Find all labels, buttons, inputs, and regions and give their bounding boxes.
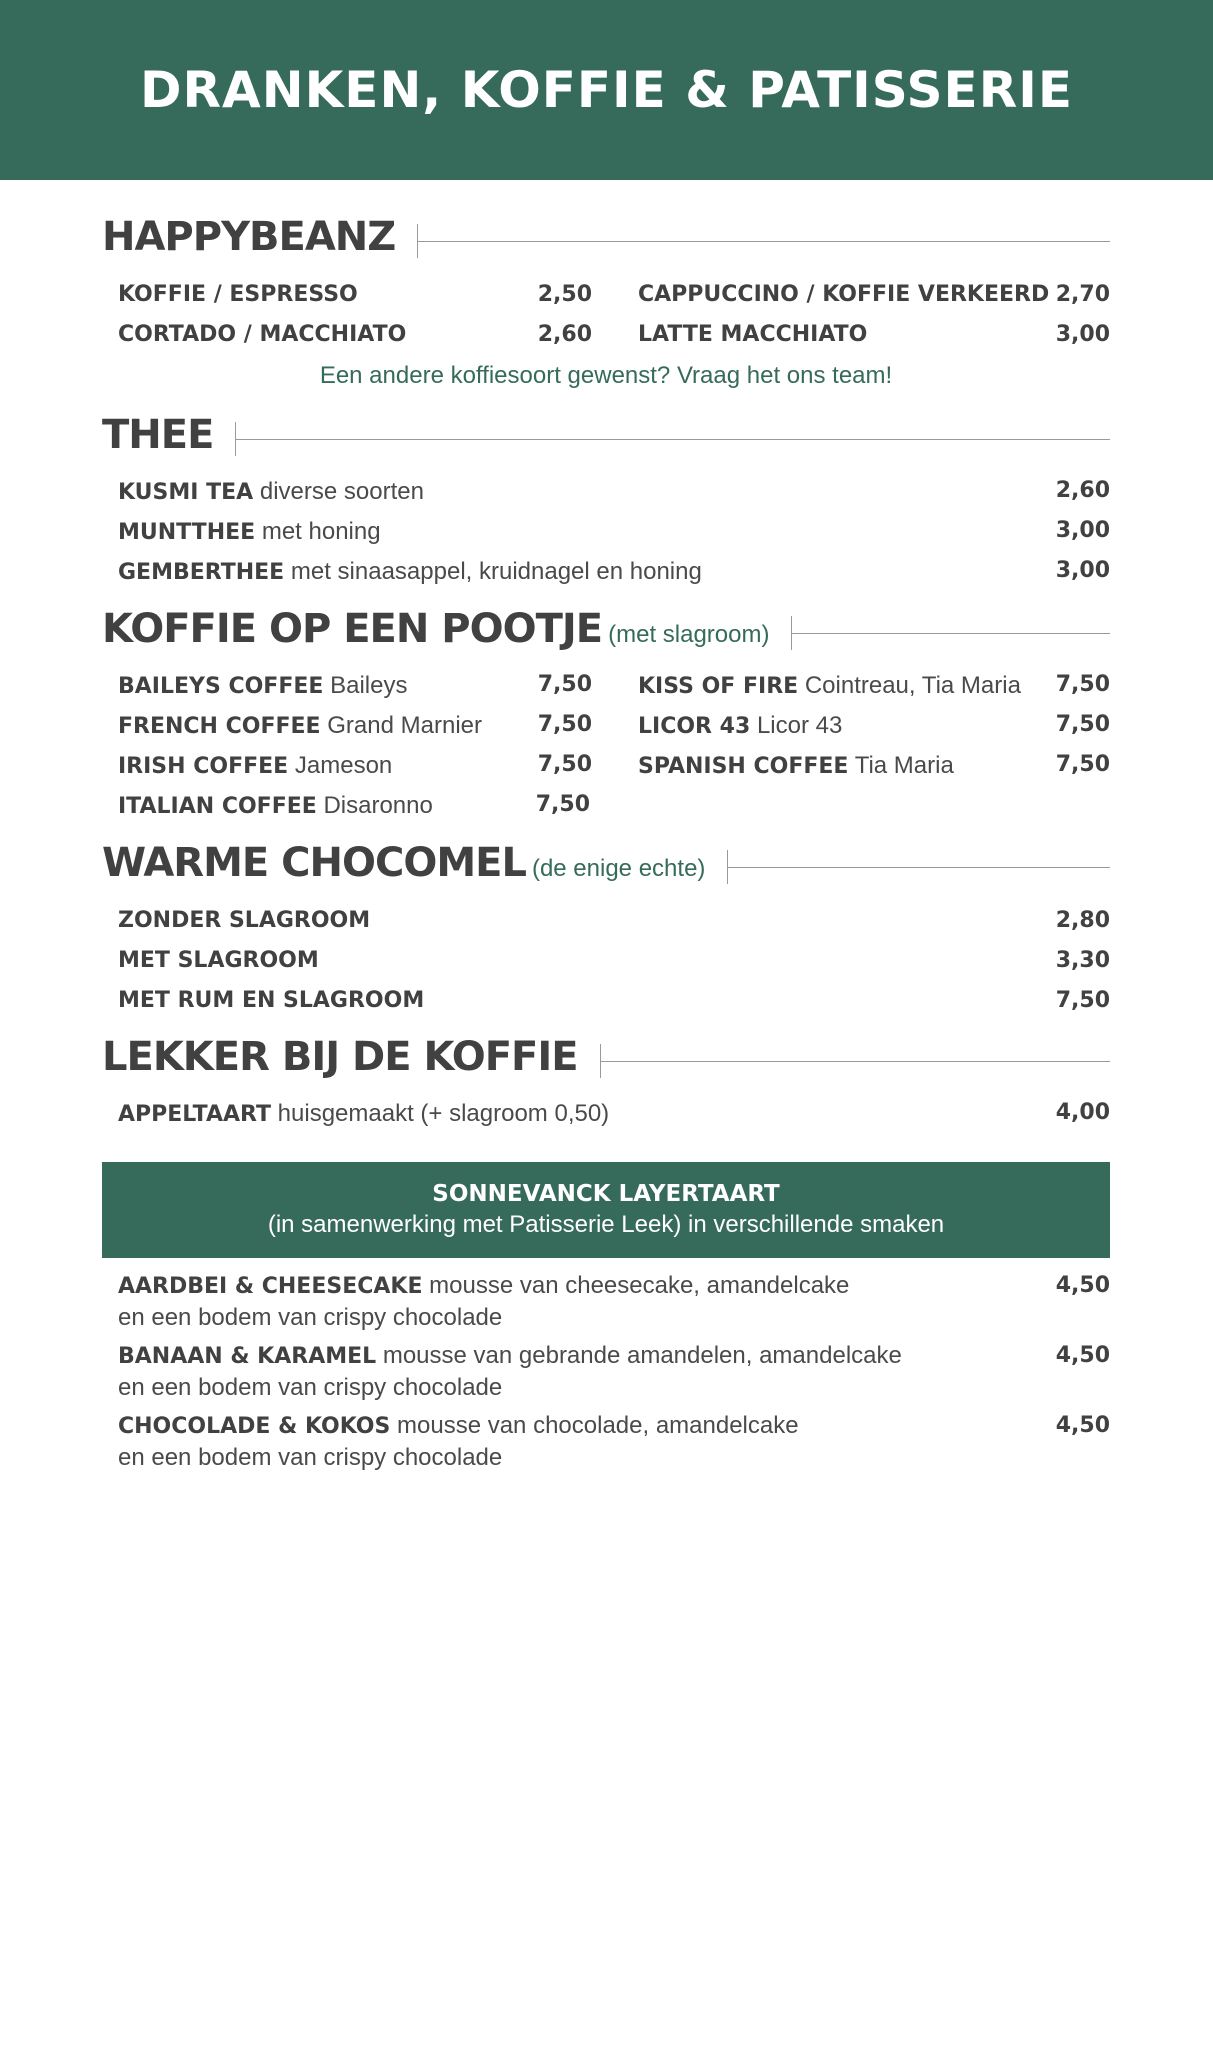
menu-row — [118, 552, 1110, 592]
item-name: KUSMI TEA — [118, 480, 254, 505]
section-thee — [102, 412, 1110, 592]
item-price: 7,50 — [1055, 712, 1110, 737]
item-price: 7,50 — [537, 712, 592, 737]
item-description-line2: en een bodem van crispy chocolade — [118, 1374, 503, 1401]
section-header — [102, 606, 1110, 660]
item-name: IRISH COFFEE — [118, 754, 289, 779]
item-description: Cointreau, Tia Maria — [804, 672, 1021, 699]
section-title: KOFFIE OP EEN POOTJE — [102, 606, 603, 652]
item-price: 2,60 — [537, 321, 592, 347]
item-description: Tia Maria — [854, 752, 954, 779]
menu-row — [118, 666, 1110, 706]
item-description: Licor 43 — [756, 712, 843, 739]
item-price: 7,50 — [1055, 987, 1110, 1013]
section-title: HAPPYBEANZ — [102, 214, 396, 260]
item-description: huisgemaakt (+ slagroom 0,50) — [277, 1100, 610, 1127]
item-price: 4,50 — [1055, 1413, 1110, 1438]
item-name: MET SLAGROOM — [118, 947, 319, 973]
item-name: ITALIAN COFFEE — [118, 794, 317, 819]
section-divider — [791, 616, 1110, 650]
page-title: DRANKEN, KOFFIE & PATISSERIE — [140, 61, 1073, 119]
menu-row — [118, 274, 1110, 314]
layertaart-banner — [102, 1162, 1110, 1258]
item-description: mousse van chocolade, amandelcake — [397, 1412, 799, 1439]
section-divider — [727, 850, 1110, 884]
menu-content — [102, 214, 1110, 1480]
item-name: GEMBERTHEE — [118, 560, 285, 585]
menu-row — [118, 980, 1110, 1020]
item-name: MUNTTHEE — [118, 520, 256, 545]
menu-item — [638, 322, 1110, 347]
item-name: FRENCH COFFEE — [118, 714, 321, 739]
section-koffie-op-een-pootje — [102, 606, 1110, 826]
item-price: 3,00 — [1055, 321, 1110, 347]
item-description: Disaronno — [323, 792, 433, 819]
cake-item — [118, 1340, 1110, 1410]
menu-item — [118, 712, 592, 740]
item-price: 4,00 — [1055, 1100, 1110, 1125]
section-warme-chocomel — [102, 840, 1110, 1020]
menu-item — [118, 792, 590, 820]
item-name: ZONDER SLAGROOM — [118, 907, 371, 933]
item-price: 4,50 — [1055, 1273, 1110, 1298]
item-description: met sinaasappel, kruidnagel en honing — [290, 558, 702, 585]
menu-item — [118, 948, 1110, 973]
menu-item — [118, 672, 592, 700]
menu-item — [118, 908, 1110, 933]
menu-item — [638, 712, 1110, 740]
menu-item — [118, 1100, 1110, 1128]
section-happybeanz — [102, 214, 1110, 398]
item-name: LATTE MACCHIATO — [638, 321, 868, 347]
menu-item — [638, 752, 1110, 780]
menu-item — [118, 282, 592, 307]
item-name: BANAAN & KARAMEL — [118, 1344, 377, 1369]
menu-item — [118, 518, 1110, 546]
section-title: LEKKER BIJ DE KOFFIE — [102, 1034, 578, 1080]
section-lekker-bij-de-koffie — [102, 1034, 1110, 1134]
item-name: CHOCOLADE & KOKOS — [118, 1414, 391, 1439]
menu-row — [118, 314, 1110, 354]
item-description: Baileys — [330, 672, 408, 699]
section-subtitle: (met slagroom) — [608, 621, 770, 648]
item-description: Grand Marnier — [327, 712, 482, 739]
item-name: SPANISH COFFEE — [638, 754, 849, 779]
item-description: diverse soorten — [259, 478, 424, 505]
item-price: 2,50 — [537, 281, 592, 307]
menu-item — [638, 282, 1110, 307]
item-price: 2,60 — [1055, 478, 1110, 503]
cake-list — [102, 1270, 1110, 1480]
cake-item — [118, 1410, 1110, 1480]
section-divider — [600, 1044, 1110, 1078]
section-title: WARME CHOCOMEL — [102, 840, 526, 886]
section-header — [102, 214, 1110, 268]
banner-subtitle: (in samenwerking met Patisserie Leek) in verschillende smaken — [267, 1211, 945, 1238]
item-description: met honing — [261, 518, 381, 545]
banner-title: SONNEVANCK LAYERTAART — [432, 1181, 780, 1207]
section-header — [102, 412, 1110, 466]
menu-item — [118, 478, 1110, 506]
item-name: MET RUM EN SLAGROOM — [118, 987, 425, 1013]
item-description: Jameson — [294, 752, 393, 779]
item-price: 7,50 — [1055, 752, 1110, 777]
menu-row — [118, 746, 1110, 786]
menu-row — [118, 512, 1110, 552]
item-description-line2: en een bodem van crispy chocolade — [118, 1304, 503, 1331]
item-price: 2,80 — [1055, 907, 1110, 933]
section-divider — [417, 224, 1110, 258]
menu-item — [118, 988, 1110, 1013]
menu-row — [118, 1094, 1110, 1134]
item-name: LICOR 43 — [638, 714, 751, 739]
item-name: CAPPUCCINO / KOFFIE VERKEERD — [638, 281, 1050, 307]
section-subtitle: (de enige echte) — [531, 855, 706, 882]
menu-row — [118, 472, 1110, 512]
section-header — [102, 1034, 1110, 1088]
menu-row — [118, 900, 1110, 940]
item-name: AARDBEI & CHEESECAKE — [118, 1274, 423, 1299]
item-name: KISS OF FIRE — [638, 674, 799, 699]
item-price: 4,50 — [1055, 1343, 1110, 1368]
item-name: APPELTAART — [118, 1102, 271, 1127]
cake-item — [118, 1270, 1110, 1340]
section-divider — [235, 422, 1110, 456]
item-price: 2,70 — [1055, 281, 1110, 307]
coffee-note: Een andere koffiesoort gewenst? Vraag het ons team! — [319, 362, 893, 389]
menu-row — [118, 940, 1110, 980]
page-header — [0, 0, 1213, 180]
section-title: THEE — [102, 412, 214, 458]
menu-item — [118, 322, 592, 347]
menu-row — [118, 706, 1110, 746]
item-price: 3,30 — [1055, 947, 1110, 973]
item-price: 3,00 — [1055, 558, 1110, 583]
item-price: 7,50 — [537, 752, 592, 777]
menu-item — [638, 672, 1110, 700]
item-name: CORTADO / MACCHIATO — [118, 321, 407, 347]
item-price: 7,50 — [537, 672, 592, 697]
item-name: BAILEYS COFFEE — [118, 674, 324, 699]
item-description-line2: en een bodem van crispy chocolade — [118, 1444, 503, 1471]
menu-item — [118, 752, 592, 780]
menu-row — [118, 786, 1110, 826]
item-name: KOFFIE / ESPRESSO — [118, 281, 358, 307]
item-description: mousse van gebrande amandelen, amandelcake — [382, 1342, 902, 1369]
item-description: mousse van cheesecake, amandelcake — [429, 1272, 850, 1299]
item-price: 7,50 — [535, 792, 590, 817]
item-price: 3,00 — [1055, 518, 1110, 543]
section-header — [102, 840, 1110, 894]
menu-item — [118, 558, 1110, 586]
item-price: 7,50 — [1055, 672, 1110, 697]
